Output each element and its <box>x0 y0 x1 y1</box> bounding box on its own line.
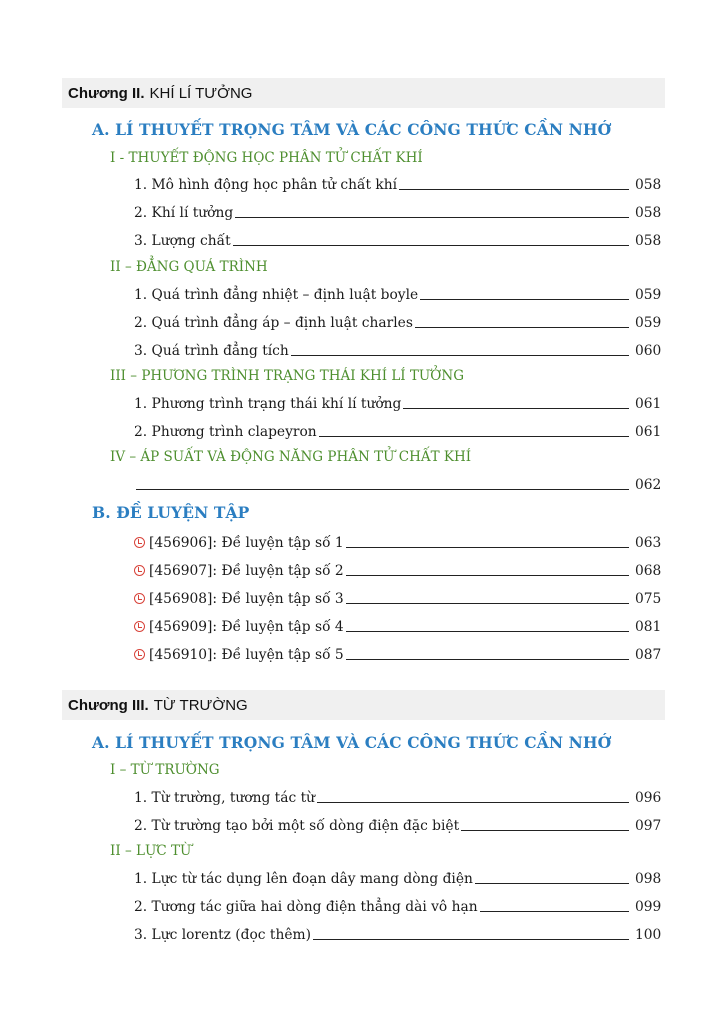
toc-test-entry[interactable] <box>134 588 660 608</box>
chapter-title: KHÍ LÍ TƯỞNG <box>149 84 253 102</box>
dot-leader <box>420 298 629 300</box>
toc-test-entry[interactable] <box>134 644 660 664</box>
dot-leader <box>136 488 629 490</box>
section-a-theory: A. LÍ THUYẾT TRỌNG TÂM VÀ CÁC CÔNG THỨC CẦN NHỚ <box>92 733 612 752</box>
section-b-practice: B. ĐỀ LUYỆN TẬP <box>92 503 250 522</box>
toc-test-entry[interactable] <box>134 532 660 552</box>
dot-leader <box>346 658 629 660</box>
entry-title: 3. Quá trình đẳng tích <box>134 343 289 359</box>
entry-title: 1. Lực từ tác dụng lên đoạn dây mang dòng điện <box>134 871 473 887</box>
clock-check-icon <box>134 621 145 632</box>
subsection-kinetic-theory: I - THUYẾT ĐỘNG HỌC PHÂN TỬ CHẤT KHÍ <box>110 150 423 166</box>
page-number: 059 <box>635 287 662 303</box>
dot-leader <box>346 602 629 604</box>
entry-title: [456910]: Đề luyện tập số 5 <box>149 647 344 663</box>
dot-leader <box>291 354 629 356</box>
toc-entry[interactable] <box>134 340 660 360</box>
dot-leader <box>461 829 629 831</box>
entry-title: [456906]: Đề luyện tập số 1 <box>149 535 344 551</box>
page-number: 068 <box>635 563 662 579</box>
subsection-processes: II – ĐẲNG QUÁ TRÌNH <box>110 259 268 275</box>
clock-check-icon <box>134 537 145 548</box>
page-number: 097 <box>635 818 662 834</box>
page-number: 059 <box>635 315 662 331</box>
entry-title: 3. Lượng chất <box>134 233 231 249</box>
dot-leader <box>313 938 629 940</box>
dot-leader <box>346 546 629 548</box>
page-number: 060 <box>635 343 662 359</box>
entry-title: 2. Tương tác giữa hai dòng điện thẳng dài vô hạn <box>134 899 478 915</box>
clock-check-icon <box>134 565 145 576</box>
entry-title: 3. Lực lorentz (đọc thêm) <box>134 927 311 943</box>
entry-title: 1. Quá trình đẳng nhiệt – định luật boyle <box>134 287 419 303</box>
page-number: 058 <box>635 177 662 193</box>
entry-title: 1. Từ trường, tương tác từ <box>134 790 315 806</box>
subsection-state-equation: III – PHƯƠNG TRÌNH TRẠNG THÁI KHÍ LÍ TƯỞNG <box>110 368 464 384</box>
entry-title: 2. Quá trình đẳng áp – định luật charles <box>134 315 413 331</box>
dot-leader <box>346 574 629 576</box>
dot-leader <box>403 407 629 409</box>
entry-title: 2. Từ trường tạo bởi một số dòng điện đặc biệt <box>134 818 460 834</box>
page-number: 075 <box>635 591 662 607</box>
entry-title: [456909]: Đề luyện tập số 4 <box>149 619 344 635</box>
toc-entry[interactable] <box>134 312 660 332</box>
dot-leader <box>319 435 629 437</box>
toc-entry[interactable] <box>134 896 660 916</box>
toc-entry[interactable] <box>134 815 660 835</box>
page-number: 099 <box>635 899 662 915</box>
chapter-3-header <box>62 690 665 720</box>
page-number: 061 <box>635 424 662 440</box>
toc-entry[interactable] <box>134 421 660 441</box>
subsection-magnetic-field: I – TỪ TRƯỜNG <box>110 762 220 778</box>
dot-leader <box>317 801 629 803</box>
page-number: 098 <box>635 871 662 887</box>
entry-title: 1. Mô hình động học phân tử chất khí <box>134 177 398 193</box>
toc-entry[interactable] <box>134 202 660 222</box>
subsection-magnetic-force: II – LỰC TỪ <box>110 843 192 859</box>
toc-entry[interactable] <box>134 787 660 807</box>
page-number: 087 <box>635 647 662 663</box>
dot-leader <box>399 188 629 190</box>
section-a-theory: A. LÍ THUYẾT TRỌNG TÂM VÀ CÁC CÔNG THỨC CẦN NHỚ <box>92 120 612 139</box>
page-number: 100 <box>635 927 662 943</box>
page-number: 058 <box>635 233 662 249</box>
page-number: 058 <box>635 205 662 221</box>
toc-entry[interactable] <box>134 868 660 888</box>
entry-title: 1. Phương trình trạng thái khí lí tưởng <box>134 396 402 412</box>
page-number: 063 <box>635 535 662 551</box>
entry-title: 2. Phương trình clapeyron <box>134 424 317 440</box>
page-number: 081 <box>635 619 662 635</box>
toc-entry[interactable] <box>134 284 660 304</box>
subsection-pressure-energy: IV – ÁP SUẤT VÀ ĐỘNG NĂNG PHÂN TỬ CHẤT KHÍ <box>110 449 472 465</box>
dot-leader <box>346 630 629 632</box>
dot-leader <box>235 216 629 218</box>
dot-leader <box>415 326 629 328</box>
page-number: 062 <box>635 477 662 493</box>
toc-entry[interactable] <box>134 924 660 944</box>
page-number: 096 <box>635 790 662 806</box>
toc-entry[interactable] <box>134 230 660 250</box>
page-number: 061 <box>635 396 662 412</box>
entry-title: [456907]: Đề luyện tập số 2 <box>149 563 344 579</box>
chapter-label: Chương II. <box>68 84 145 102</box>
chapter-2-header <box>62 78 665 108</box>
chapter-title: TỪ TRƯỜNG <box>153 696 248 714</box>
chapter-label: Chương III. <box>68 696 149 714</box>
clock-check-icon <box>134 593 145 604</box>
entry-title: [456908]: Đề luyện tập số 3 <box>149 591 344 607</box>
toc-entry[interactable] <box>134 393 660 413</box>
toc-test-entry[interactable] <box>134 560 660 580</box>
dot-leader <box>480 910 629 912</box>
toc-test-entry[interactable] <box>134 616 660 636</box>
toc-entry[interactable] <box>134 474 660 494</box>
clock-check-icon <box>134 649 145 660</box>
entry-title: 2. Khí lí tưởng <box>134 205 234 221</box>
dot-leader <box>233 244 629 246</box>
dot-leader <box>475 882 629 884</box>
toc-entry[interactable] <box>134 174 660 194</box>
